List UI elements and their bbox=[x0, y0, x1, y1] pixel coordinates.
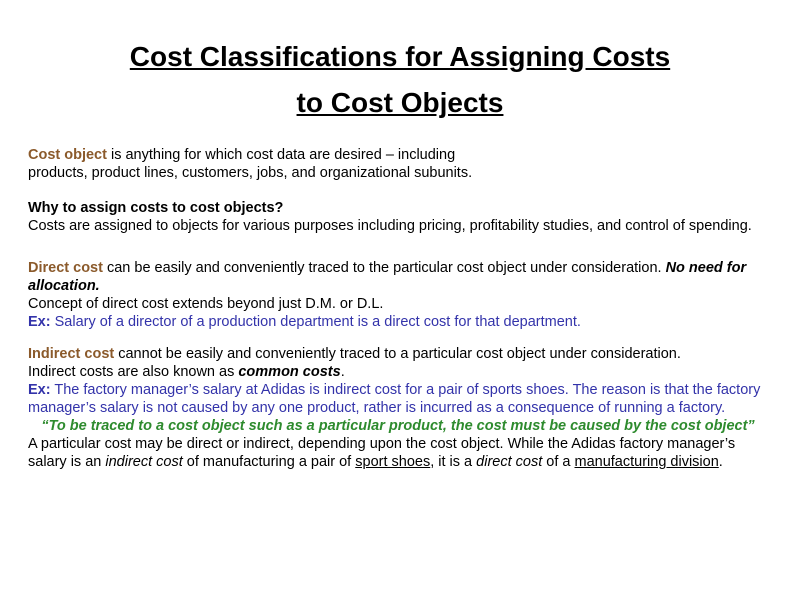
direct-ex-text: Salary of a director of a production department is a direct cost for that department. bbox=[50, 314, 581, 330]
indirect-ex-label: Ex: bbox=[28, 382, 51, 398]
closing-sport-shoes: sport shoes bbox=[355, 454, 431, 470]
why-heading: Why to assign costs to cost objects? bbox=[28, 200, 284, 216]
indirect-ex-text: The factory manager’s salary at Adidas is indirect cost for a pair of sports shoes. The reason is that the factory manager’s salary is not caused by any one product, rather is incurred as a consequence of running a factory. bbox=[28, 382, 761, 416]
closing-text-4: of a bbox=[542, 454, 575, 470]
closing-text-5: . bbox=[718, 454, 723, 470]
why-paragraph bbox=[28, 199, 768, 235]
closing-direct-cost: direct cost bbox=[476, 454, 543, 470]
traceability-quote: “To be traced to a cost object such as a particular product, the cost must be caused by the cost object” bbox=[41, 418, 755, 434]
cost-object-text-line2: products, product lines, customers, jobs, and organizational subunits. bbox=[28, 165, 473, 181]
direct-cost-concept: Concept of direct cost extends beyond just D.M. or D.L. bbox=[28, 296, 384, 312]
cost-object-paragraph bbox=[28, 146, 768, 182]
closing-text-1: A particular cost may be direct or indirect, depending upon the cost object. While the Adidas factory manager’s salary is an bbox=[28, 436, 736, 470]
indirect-also-term: common costs bbox=[238, 364, 341, 380]
indirect-cost-paragraph bbox=[28, 345, 768, 471]
indirect-also-prefix: Indirect costs are also known as bbox=[28, 364, 239, 380]
page-title bbox=[40, 34, 760, 126]
closing-text-2: of manufacturing a pair of bbox=[182, 454, 356, 470]
closing-text-3: , it is a bbox=[430, 454, 477, 470]
cost-object-text: is anything for which cost data are desired – including bbox=[106, 147, 456, 163]
title-line-1: Cost Classifications for Assigning Costs bbox=[129, 41, 671, 72]
direct-cost-emphasis: No need for allocation. bbox=[28, 260, 747, 294]
title-line-2: to Cost Objects bbox=[296, 87, 504, 118]
why-text: Costs are assigned to objects for various purposes including pricing, profitability studies, and control of spending. bbox=[28, 218, 752, 234]
indirect-cost-term: Indirect cost bbox=[28, 346, 115, 362]
closing-indirect-cost: indirect cost bbox=[105, 454, 183, 470]
direct-cost-paragraph bbox=[28, 259, 768, 331]
direct-ex-label: Ex: bbox=[28, 314, 51, 330]
indirect-cost-text: cannot be easily and conveniently traced to a particular cost object under consideration. bbox=[114, 346, 681, 362]
cost-object-term: Cost object bbox=[28, 147, 107, 163]
closing-manufacturing-division: manufacturing division bbox=[574, 454, 719, 470]
direct-cost-text: can be easily and conveniently traced to the particular cost object under consideration. bbox=[102, 260, 666, 276]
indirect-also-suffix: . bbox=[340, 364, 345, 380]
direct-cost-term: Direct cost bbox=[28, 260, 103, 276]
